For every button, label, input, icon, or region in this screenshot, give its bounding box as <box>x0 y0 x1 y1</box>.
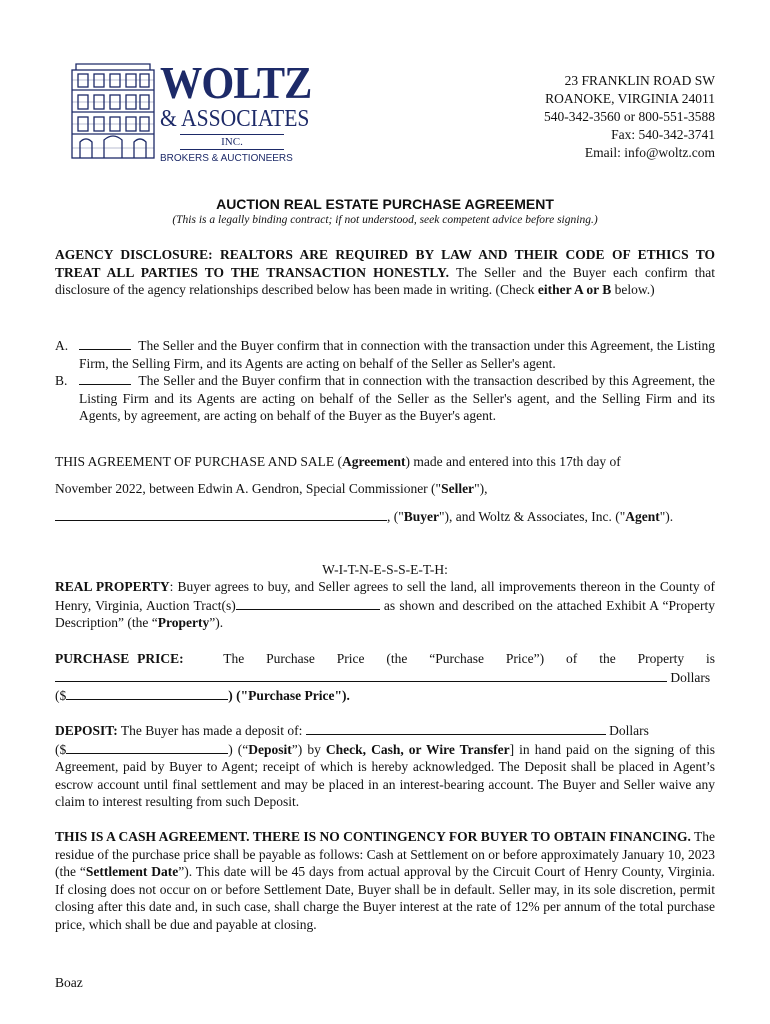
deposit-dollars: Dollars <box>605 723 649 738</box>
address-email: Email: info@woltz.com <box>584 145 715 160</box>
deposit-paren: ($ <box>55 741 67 757</box>
deposit-mid1: ) (“ <box>228 741 249 757</box>
company-logo <box>160 57 312 166</box>
real-property-bold: Property <box>157 615 210 630</box>
deposit-bold: Deposit <box>248 741 292 757</box>
cash-settlement-bold: Settlement Date <box>85 864 179 879</box>
agreement-line-1 <box>55 453 715 471</box>
document-title: AUCTION REAL ESTATE PURCHASE AGREEMENT <box>216 196 554 212</box>
option-b <box>55 372 715 425</box>
logo-inc: INC. <box>180 134 284 150</box>
deposit-amount-blank[interactable] <box>66 740 228 754</box>
option-b-text: The Seller and the Buyer confirm that in connection with the transaction described by this Agreement, the Listing Firm and its Agents are acting on behalf of the Seller as the Seller's agent, and the Selling Firm and its Agents, by agreement, are acting on behalf of the Buyer as the Buyer's agent. <box>79 373 715 423</box>
deposit-method-bold: Check, Cash, or Wire Transfer <box>325 741 510 757</box>
deposit-words-blank[interactable] <box>306 721 606 735</box>
purchase-price-line-3 <box>55 686 715 705</box>
agreement-buyer-bold: Buyer <box>403 509 440 524</box>
purchase-price-line-2 <box>55 668 715 687</box>
witnesseth: W-I-T-N-E-S-S-E-T-H: <box>322 562 448 577</box>
real-property-end: ”). <box>209 615 224 630</box>
agency-disclosure <box>55 246 715 299</box>
purchase-price-words-blank[interactable] <box>55 668 667 682</box>
address-phone: 540-342-3560 or 800-551-3588 <box>544 109 715 124</box>
logo-tagline: BROKERS & AUCTIONEERS <box>160 153 293 164</box>
agency-body: The Seller and the Buyer each confirm that disclosure of the agency relationships described below has been made in writing. (Check <box>55 264 715 297</box>
agreement-line-3 <box>55 507 715 526</box>
auction-tract-blank[interactable] <box>236 596 380 610</box>
footer-text: Boaz <box>55 975 83 990</box>
deposit-heading: DEPOSIT: <box>55 723 118 738</box>
cash-agreement-section <box>55 828 715 933</box>
cash-heading: THIS IS A CASH AGREEMENT. THERE IS NO CONTINGENCY FOR BUYER TO OBTAIN FINANCING. <box>55 829 691 844</box>
deposit-body1: The Buyer has made a deposit of: <box>117 723 306 738</box>
address-city: ROANOKE, VIRGINIA 24011 <box>545 91 715 106</box>
buyer-name-blank[interactable] <box>55 507 387 521</box>
agreement-p1-bold: Agreement <box>342 454 406 469</box>
option-a-text: The Seller and the Buyer confirm that in connection with the transaction under this Agreement, the Listing Firm, the Selling Firm, and its Agents are acting on behalf of the Seller as Seller's agent. <box>79 338 715 371</box>
real-property-body2: as shown and described on the attached Exhibit A “Property Description” (the “ <box>55 597 716 630</box>
deposit-mid2: ”) by <box>291 741 326 757</box>
purchase-price-body: The Purchase Price (the “Purchase Price”) of the Property is <box>223 651 715 666</box>
agreement-p2-bold: Seller <box>441 481 475 496</box>
real-property-section <box>55 578 715 632</box>
logo-associates: & ASSOCIATES <box>160 106 310 132</box>
logo-name: WOLTZ <box>160 57 312 108</box>
company-address <box>544 72 715 162</box>
agreement-p1-start: THIS AGREEMENT OF PURCHASE AND SALE ( <box>55 454 343 469</box>
purchase-price-label-bold: ) ("Purchase Price"). <box>228 688 350 703</box>
cash-body2: ”). This date will be 45 days from actual approval by the Circuit Court of Henry County, Virginia. If closing does not occur on or before Settlement Date, Buyer shall be in default. Seller may, in its sole discretion, permit closing after this date and, in such case, shall charge the Buyer interest at the rate of 12% per annum of the total purchase price, which shall be due and payable at closing. <box>55 864 715 932</box>
cash-body1: The residue of the purchase price shall be payable as follows: Cash at Settlement on or before approximately January 10, 2023 (the “ <box>55 829 715 879</box>
agreement-agent-bold: Agent <box>625 509 660 524</box>
real-property-heading: REAL PROPERTY <box>55 579 170 594</box>
option-b-label: B. <box>55 373 68 388</box>
agreement-p3-mid: "), and Woltz & Associates, Inc. (" <box>439 509 626 524</box>
agency-end: below.) <box>611 282 655 297</box>
option-a-label: A. <box>55 338 69 353</box>
address-street: 23 FRANKLIN ROAD SW <box>564 73 715 88</box>
agreement-p2-start: November 2022, between Edwin A. Gendron, Special Commissioner (" <box>55 481 442 496</box>
agreement-line-2 <box>55 480 715 498</box>
option-b-check-blank[interactable] <box>79 372 131 385</box>
address-fax: Fax: 540-342-3741 <box>611 127 715 142</box>
option-a-check-blank[interactable] <box>79 337 131 350</box>
purchase-price-heading: PURCHASE PRICE: <box>55 651 184 666</box>
agreement-p1-end: ) made and entered into this 17th day of <box>405 454 621 469</box>
option-a <box>55 337 715 372</box>
purchase-price-amount-blank[interactable] <box>66 686 228 700</box>
purchase-price-dollars: Dollars <box>670 670 711 685</box>
document-subtitle: (This is a legally binding contract; if not understood, seek competent advice before signing.) <box>172 214 598 226</box>
agency-emph: either A or B <box>537 282 612 297</box>
real-property-body1: : Buyer agrees to buy, and Seller agrees to sell the land, all improvements thereon in the County of Henry, Virginia, Auction Tract(s) <box>55 579 715 613</box>
purchase-price-line-1 <box>55 650 715 668</box>
deposit-body2: ] in hand paid on the signing of this Agreement, paid by Buyer to Agent; receipt of which is hereby acknowledged. The Deposit shall be placed in Agent’s escrow account until final settlement and may be placed in an interest-bearing account. The Buyer and Seller waive any claim to interest resulting from such Deposit. <box>55 741 715 809</box>
agreement-p2-end: "), <box>474 481 488 496</box>
agreement-p3-start: , (" <box>387 509 404 524</box>
purchase-price-paren: ($ <box>55 688 67 703</box>
agreement-p3-end: "). <box>659 509 674 524</box>
agency-heading: AGENCY DISCLOSURE: REALTORS ARE REQUIRED BY LAW AND THEIR CODE OF ETHICS TO TREAT ALL PARTIES TO THE TRANSACTION HONESTLY. <box>55 247 715 280</box>
deposit-section <box>55 721 715 811</box>
